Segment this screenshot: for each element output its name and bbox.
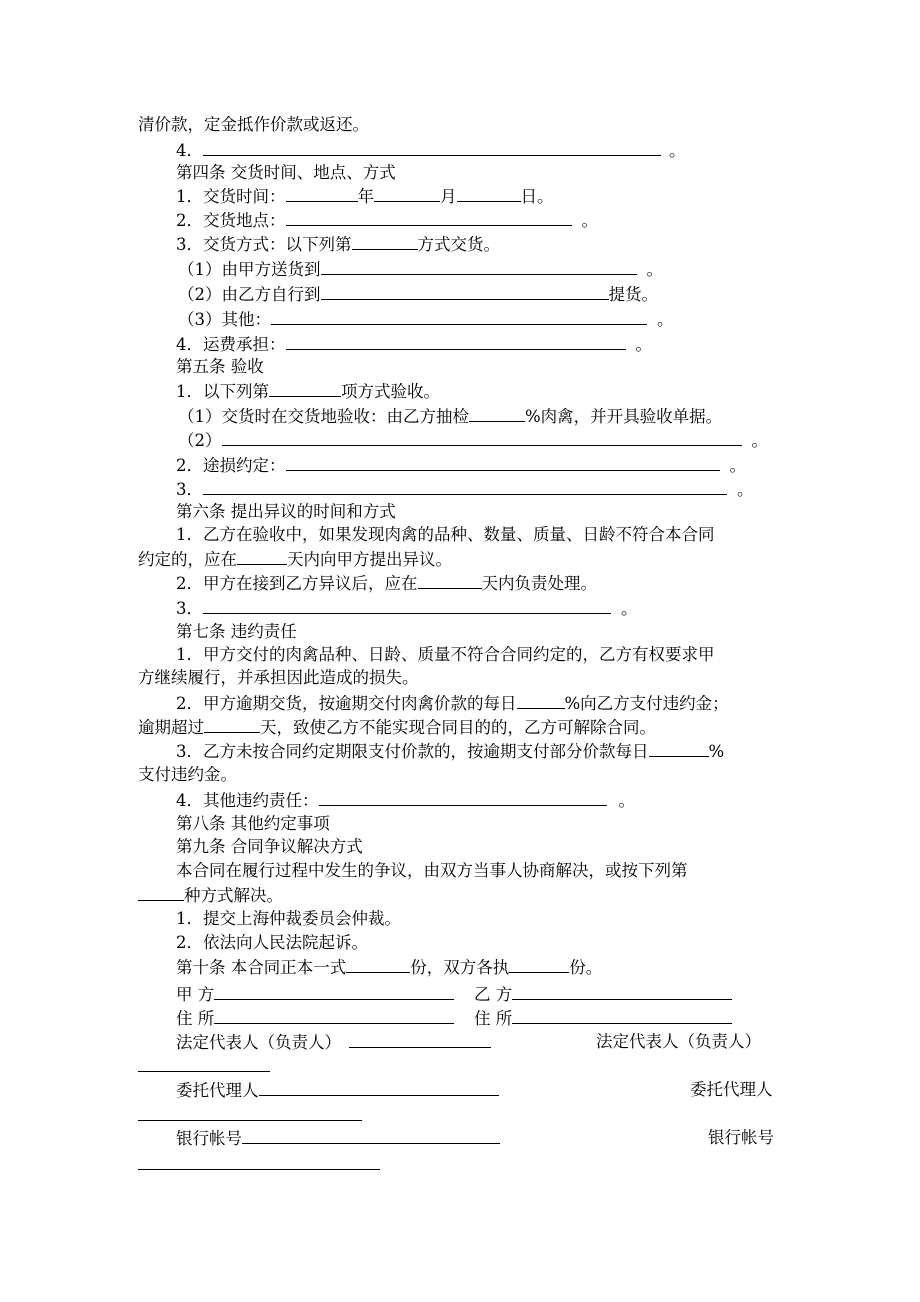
section-heading: 第八条 其他约定事项 (176, 814, 330, 833)
blank-line (203, 597, 611, 614)
blank-line (374, 185, 440, 202)
blank-line (512, 983, 732, 1000)
blank-line (204, 716, 260, 733)
text-line: 方继续履行，并承担因此造成的损失。 (138, 668, 419, 687)
party-b-representative: 法定代表人（负责人） (596, 1032, 761, 1051)
party-b-agent: 委托代理人 (690, 1080, 773, 1099)
delivery-time: 1．交货时间： 年 月 日。 (176, 187, 554, 206)
text-line: 2．依法向人民法院起诉。 (176, 933, 368, 952)
blank-line (457, 185, 521, 202)
text-line: 1．乙方在验收中，如果发现肉禽的品种、数量、质量、日龄不符合本合同 (176, 525, 715, 544)
inspection-option-1: （1）交货时在交货地验收：由乙方抽检 %肉禽，并开具验收单据。 (178, 407, 723, 426)
blank-line (286, 209, 572, 226)
signature-line (138, 1169, 380, 1170)
blank-line (321, 258, 637, 275)
delivery-option-2: （2）由乙方自行到 提货。 (178, 285, 658, 304)
blank-line (214, 1007, 454, 1024)
text-line: 支付违约金。 (138, 765, 237, 784)
party-a-representative: 法定代表人（负责人） (176, 1031, 491, 1054)
transit-loss: 2．途损约定： 。 (176, 456, 746, 475)
blank-line (286, 333, 626, 350)
freight: 4．运费承担： 。 (176, 335, 652, 354)
other-liability: 4．其他违约责任： 。 (176, 791, 635, 810)
inspection-option-2: （2） 。 (178, 431, 768, 450)
blank-line (237, 548, 287, 565)
blank-line (203, 139, 661, 156)
delivery-option-1: （1）由甲方送货到 。 (178, 260, 663, 279)
delivery-option-3: （3）其他： 。 (178, 310, 674, 329)
section-heading: 第六条 提出异议的时间和方式 (176, 502, 396, 521)
blank-line (242, 1127, 500, 1144)
blank-line (352, 233, 418, 250)
blank-line (346, 956, 410, 973)
blank-line (214, 983, 454, 1000)
blank-line (286, 185, 358, 202)
blank-line (418, 572, 482, 589)
blank-line (271, 308, 647, 325)
blank-line (321, 283, 609, 300)
party-a-bank-account: 银行帐号 (176, 1127, 500, 1150)
blank-line (203, 478, 727, 495)
text-line: 3．乙方未按合同约定期限支付价款的，按逾期支付部分价款每日 % (176, 742, 725, 761)
text-line: 2．甲方在接到乙方异议后，应在 天内负责处理。 (176, 574, 597, 593)
party-a-address: 住 所 (176, 1007, 454, 1030)
party-b-label: 乙 方 (474, 983, 732, 1006)
text-line: 逾期超过 天，致使乙方不能实现合同目的的，乙方可解除合同。 (138, 718, 656, 737)
text-line: 2．甲方逾期交货，按逾期交付肉禽价款的每日 %向乙方支付违约金； (176, 694, 729, 713)
inspection-item-3: 3． 。 (176, 480, 754, 499)
section-heading: 第九条 合同争议解决方式 (176, 837, 363, 856)
blank-line (649, 740, 709, 757)
signature-line (138, 1071, 270, 1072)
text-line: 约定的，应在 天内向甲方提出异议。 (138, 550, 452, 569)
delivery-method: 3．交货方式：以下列第 方式交货。 (176, 235, 500, 254)
blank-line (319, 789, 607, 806)
blank-line (138, 884, 184, 901)
blank-line (349, 1031, 491, 1048)
blank-line (222, 429, 742, 446)
inspection-method: 1．以下列第 项方式验收。 (176, 382, 440, 401)
signature-line (138, 1120, 362, 1121)
blank-line (469, 405, 525, 422)
blank-line (259, 1079, 499, 1096)
blank-line (269, 380, 341, 397)
clause-3-item-4: 4． 。 (176, 141, 686, 160)
text-line: 清价款，定金抵作价款或返还。 (138, 115, 369, 134)
text-line: 种方式解决。 (138, 884, 283, 907)
party-b-bank-account: 银行帐号 (708, 1128, 774, 1147)
section-heading: 第七条 违约责任 (176, 622, 297, 641)
party-a-label: 甲 方 (176, 983, 454, 1006)
blank-line (509, 956, 569, 973)
text-line: 本合同在履行过程中发生的争议，由双方当事人协商解决，或按下列第 (176, 861, 688, 880)
section-heading: 第五条 验收 (176, 357, 264, 376)
delivery-place: 2．交货地点： 。 (176, 211, 598, 230)
party-b-address: 住 所 (474, 1007, 732, 1030)
blank-line (512, 1007, 732, 1024)
text-line: 1．甲方交付的肉禽品种、日龄、质量不符合合同约定的，乙方有权要求甲 (176, 645, 715, 664)
blank-line (286, 454, 720, 471)
objection-item-3: 3． 。 (176, 599, 638, 618)
blank-line (517, 692, 565, 709)
section-heading: 第十条 本合同正本一式 份，双方各执 份。 (176, 958, 603, 977)
party-a-agent: 委托代理人 (176, 1079, 499, 1102)
section-heading: 第四条 交货时间、地点、方式 (176, 163, 396, 182)
text-line: 1．提交上海仲裁委员会仲裁。 (176, 909, 401, 928)
